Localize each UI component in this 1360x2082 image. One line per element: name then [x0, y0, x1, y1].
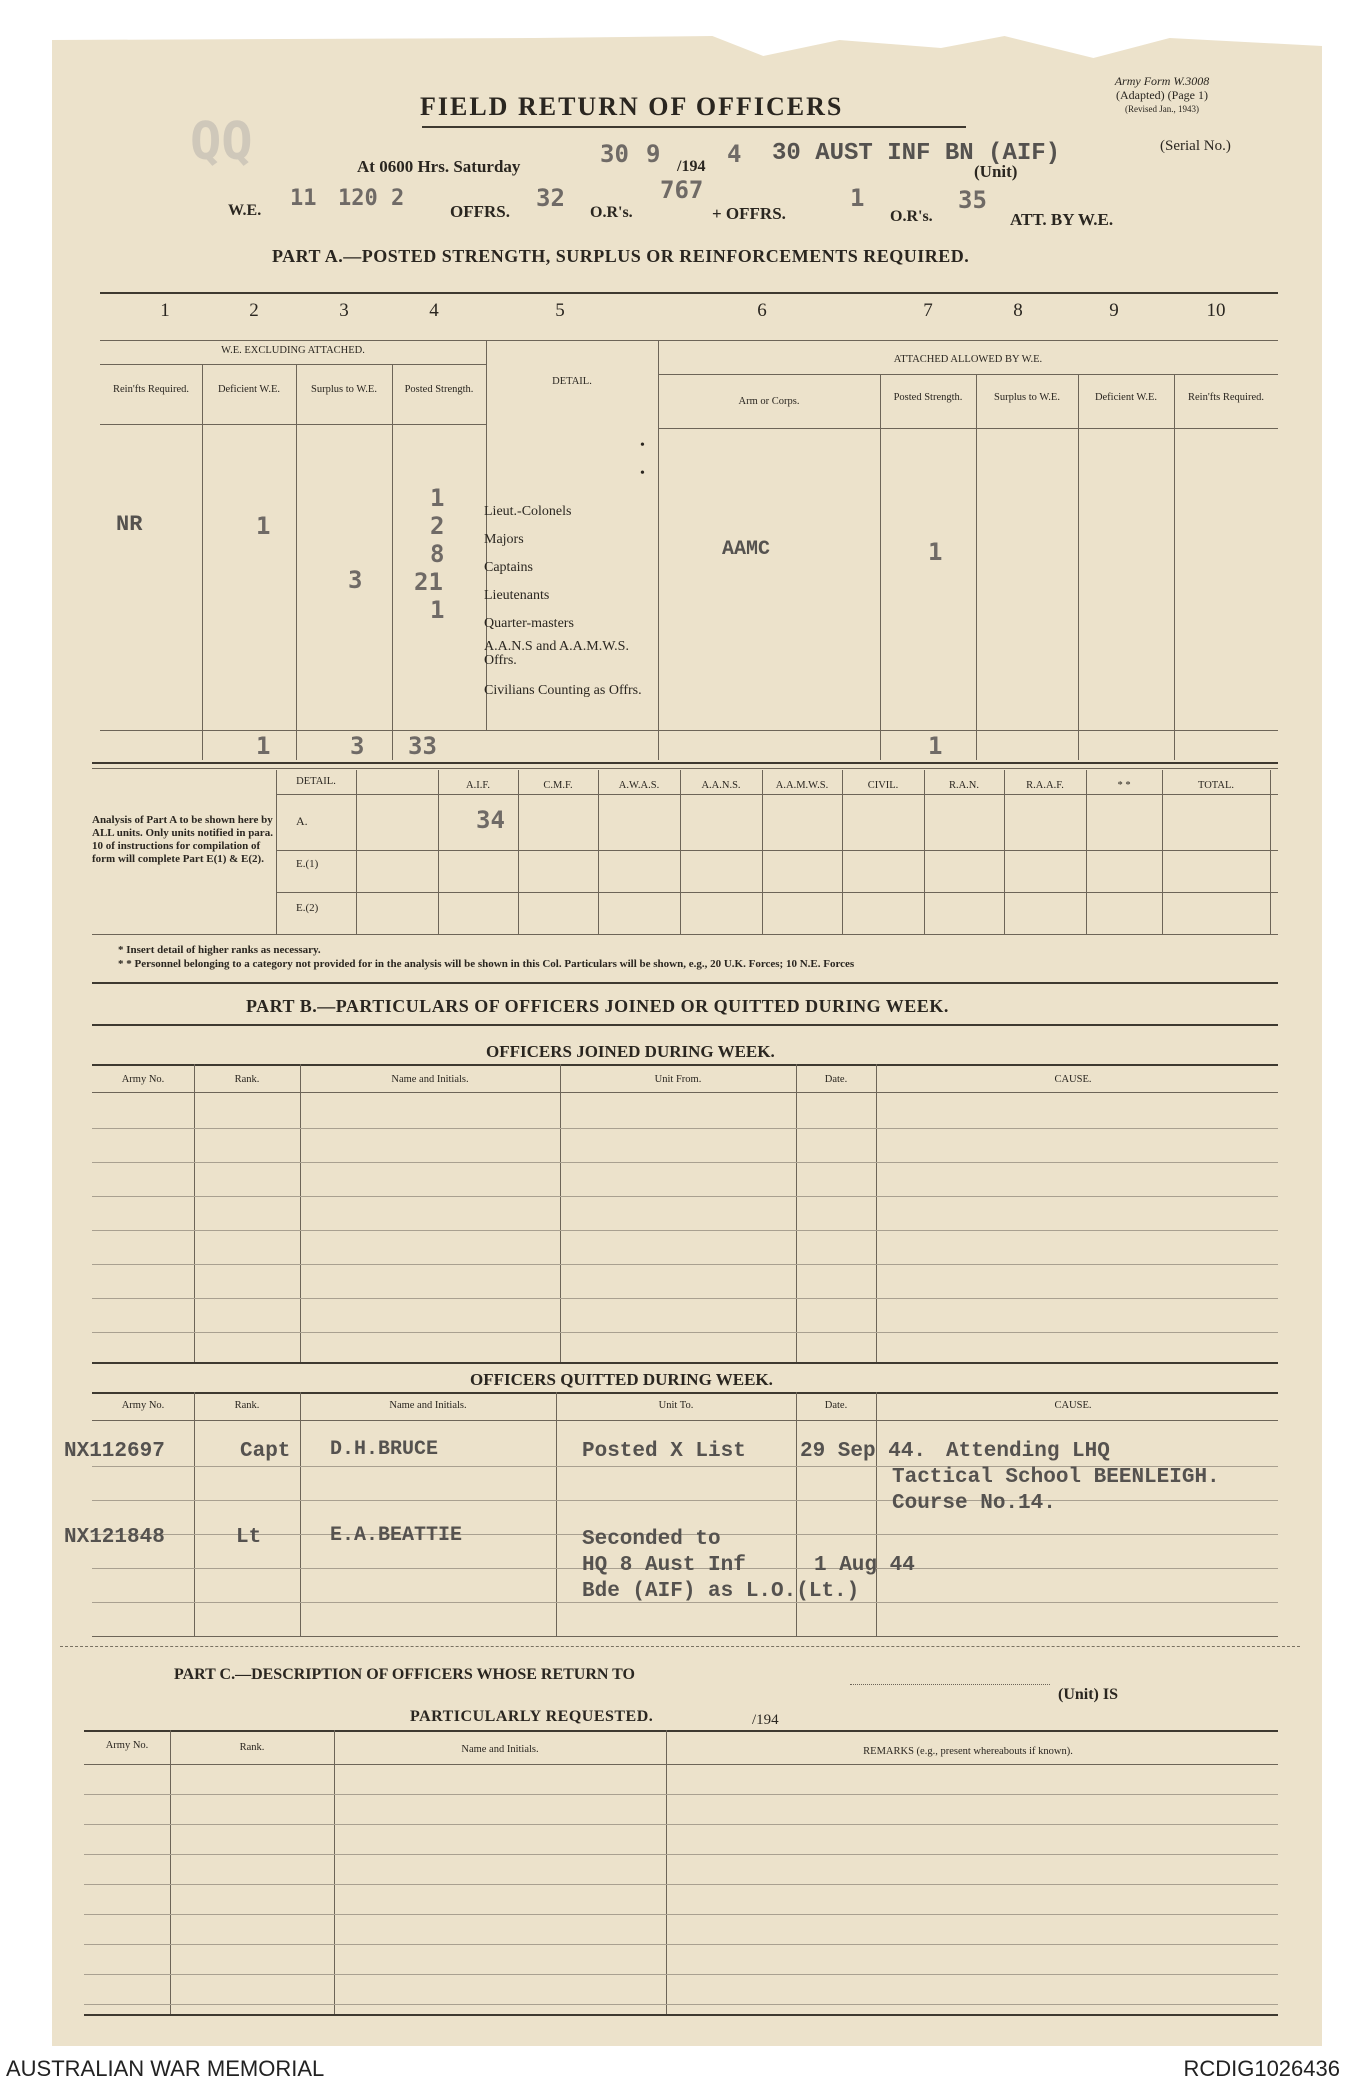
analysis-vline [680, 770, 681, 934]
q2-name: E.A.BEATTIE [330, 1524, 463, 1547]
analysis-vline [518, 770, 519, 934]
ors-label: O.R's. [590, 204, 633, 221]
analysis-col-header: A.A.M.W.S. [775, 780, 829, 791]
we-excl-rule [100, 364, 486, 365]
dot-marker: • [640, 466, 645, 481]
analysis-col-header: A.I.F. [466, 780, 490, 791]
form-ref-line3: (Revised Jan., 1943) [1125, 104, 1199, 114]
analysis-row-e1: E.(1) [296, 858, 319, 870]
column-number: 10 [1206, 300, 1226, 321]
q2-date: 1 Aug 44 [814, 1554, 915, 1577]
q2-unit-1: Seconded to [582, 1528, 721, 1551]
form-title: FIELD RETURN OF OFFICERS [420, 92, 844, 121]
aif-value: 34 [476, 806, 505, 834]
joined-row-rule [92, 1230, 1278, 1231]
partc-vline [170, 1730, 171, 2014]
vline [1174, 374, 1175, 760]
posted-captains: 8 [430, 540, 445, 568]
hdr-att-posted: Posted Strength. [893, 392, 963, 403]
form-reference [1072, 74, 1252, 116]
quitted-header: Date. [824, 1400, 848, 1411]
attached-rule [658, 374, 1278, 375]
partc-row-rule [84, 1884, 1278, 1885]
total-posted: 33 [408, 732, 437, 760]
analysis-col-header: A.W.A.S. [618, 780, 660, 791]
analysis-vline [924, 770, 925, 934]
q1-cause-2: Tactical School BEENLEIGH. [892, 1466, 1220, 1489]
analysis-row-e2: E.(2) [296, 902, 319, 914]
column-number: 6 [757, 300, 767, 321]
joined-vline [194, 1064, 195, 1362]
q2-army-no: NX121848 [64, 1526, 165, 1549]
dot-marker: • [640, 438, 645, 453]
vline [202, 364, 203, 760]
vline [880, 374, 881, 760]
analysis-col-header: R.A.A.F. [1026, 780, 1064, 791]
at-label: At 0600 Hrs. Saturday [357, 157, 521, 176]
column-number: 9 [1109, 300, 1119, 321]
year-digit: 4 [727, 140, 742, 168]
unit-value: 30 AUST INF BN (AIF) [772, 140, 1061, 167]
analysis-bottom-rule [92, 982, 1278, 984]
joined-header-rule [92, 1092, 1278, 1093]
unit-label: (Unit) [974, 162, 1018, 181]
partc-header: REMARKS (e.g., present whereabouts if known). [863, 1746, 1073, 1757]
part-c-unit-fill [850, 1684, 1050, 1685]
rank-lt-col: Lieut.-Colonels [484, 504, 572, 519]
joined-vline [300, 1064, 301, 1362]
analysis-vline [1004, 770, 1005, 934]
part-a-rule2 [100, 340, 1278, 341]
column-number: 7 [923, 300, 933, 321]
quitted-header-rule [92, 1420, 1278, 1421]
quitted-header: Unit To. [658, 1400, 694, 1411]
q2-unit-3: Bde (AIF) as L.O.(Lt.) [582, 1580, 860, 1603]
surplus-value: 3 [348, 566, 363, 594]
rank-lieutenants: Lieutenants [484, 588, 550, 603]
analysis-col-header: R.A.N. [948, 780, 980, 791]
part-a-bottom-rule [92, 762, 1278, 764]
q1-name: D.H.BRUCE [330, 1438, 439, 1461]
analysis-col-header: A.A.N.S. [701, 780, 741, 791]
joined-vline [796, 1064, 797, 1362]
footnote-2: * * Personnel belonging to a category not provided for in the analysis will be shown in this Col. Particulars will be shown, e.g., 20 U.K. Forces; 10 N.E. Forces [118, 958, 855, 970]
we-value1: 11 [290, 186, 317, 211]
partc-vline [334, 1730, 335, 2014]
we-excluding-label: W.E. EXCLUDING ATTACHED. [221, 345, 365, 356]
rank-aans: A.A.N.S and A.A.M.W.S. Offrs. [484, 639, 629, 668]
joined-row-rule [92, 1128, 1278, 1129]
hdr-surplus: Surplus to W.E. [311, 384, 377, 395]
part-c-heading-2: PARTICULARLY REQUESTED. [410, 1708, 654, 1725]
vline [658, 340, 659, 760]
partc-header: Name and Initials. [461, 1744, 539, 1755]
footnote-1: * Insert detail of higher ranks as necessary. [118, 944, 321, 956]
partc-row-rule [84, 2004, 1278, 2005]
posted-qm: 1 [430, 596, 445, 624]
offrs-label: OFFRS. [450, 202, 510, 221]
joined-row-rule [92, 1162, 1278, 1163]
analysis-vline [762, 770, 763, 934]
joined-header: Name and Initials. [391, 1074, 469, 1085]
partc-row-rule [84, 1824, 1278, 1825]
partc-row-rule [84, 1944, 1278, 1945]
joined-header: Unit From. [654, 1074, 702, 1085]
part-b-heading: PART B.—PARTICULARS OF OFFICERS JOINED OR QUITTED DURING WEEK. [246, 996, 949, 1016]
joined-row-rule [92, 1196, 1278, 1197]
posted-lieutenants: 21 [414, 568, 443, 596]
vline [296, 364, 297, 760]
joined-row-rule [92, 1264, 1278, 1265]
analysis-row-rule [276, 850, 1278, 851]
analysis-detail-label: DETAIL. [296, 776, 336, 787]
column-number: 5 [555, 300, 565, 321]
joined-row-rule [92, 1332, 1278, 1333]
totals-rule [100, 730, 1278, 731]
deficient-value: 1 [256, 512, 271, 540]
part-c-heading-1: PART C.—DESCRIPTION OF OFFICERS WHOSE RETURN TO [174, 1666, 635, 1683]
analysis-header-rule [276, 794, 1278, 795]
ors-value2: 35 [958, 186, 987, 214]
analysis-vline [1086, 770, 1087, 934]
analysis-vline [276, 770, 277, 934]
quitted-heading: OFFICERS QUITTED DURING WEEK. [470, 1370, 773, 1389]
posted-values [430, 484, 444, 568]
analysis-vline [356, 770, 357, 934]
quitted-vline [300, 1392, 301, 1636]
analysis-vline [1162, 770, 1163, 934]
quitted-header: Army No. [121, 1400, 165, 1411]
column-number: 2 [249, 300, 259, 321]
part-a-heading: PART A.—POSTED STRENGTH, SURPLUS OR REINFORCEMENTS REQUIRED. [272, 246, 970, 266]
rank-majors: Majors [484, 532, 524, 547]
analysis-col-header: C.M.F. [543, 780, 573, 791]
form-ref-line2: (Adapted) (Page 1) [1116, 88, 1208, 102]
partc-row-rule [84, 1974, 1278, 1975]
vline [392, 364, 393, 760]
analysis-vline [842, 770, 843, 934]
hdr-reinfts-required: Rein'fts Required. [113, 384, 189, 395]
q1-cause-3: Course No.14. [892, 1492, 1056, 1515]
column-number: 3 [339, 300, 349, 321]
date-month: 9 [646, 140, 661, 168]
date-day: 30 [600, 140, 629, 168]
hdr-deficient: Deficient W.E. [217, 384, 281, 395]
footer-left: AUSTRALIAN WAR MEMORIAL [6, 2056, 325, 2081]
hdr-att-surplus: Surplus to W.E. [994, 392, 1060, 403]
analysis-bottom-line [92, 934, 1278, 935]
analysis-col-header: TOTAL. [1197, 780, 1234, 791]
rank-list [484, 498, 574, 638]
total-deficient: 1 [256, 732, 271, 760]
title-underline [422, 126, 966, 128]
year-prefix: /194 [677, 158, 706, 175]
analysis-note: Analysis of Part A to be shown here by ALL units. Only units notified in para. 10 of instructions for compilation of form will complete Part E(1) & E(2). [92, 814, 273, 865]
joined-bottom-rule [92, 1362, 1278, 1364]
partc-header: Rank. [239, 1742, 265, 1753]
vline [976, 374, 977, 760]
quitted-vline [194, 1392, 195, 1636]
analysis-vline [438, 770, 439, 934]
rank-qm: Quarter-masters [484, 616, 574, 631]
total-att-posted: 1 [928, 732, 943, 760]
analysis-vline [1270, 770, 1271, 934]
part-a-top-rule [100, 292, 1278, 294]
ors-value: 767 [660, 176, 704, 204]
q1-army-no: NX112697 [64, 1440, 165, 1463]
joined-header: Rank. [234, 1074, 260, 1085]
att-posted-value: 1 [928, 538, 943, 566]
rank-captains: Captains [484, 560, 533, 575]
q1-unit-to: Posted X List [582, 1440, 746, 1463]
cut-line [60, 1646, 1300, 1647]
partc-row-rule [84, 1854, 1278, 1855]
joined-row-rule [92, 1298, 1278, 1299]
partc-row-rule [84, 1914, 1278, 1915]
analysis-top-rule [92, 768, 1278, 769]
hdr-posted-strength: Posted Strength. [404, 384, 474, 395]
part-b-rule [92, 1024, 1278, 1026]
quitted-vline [556, 1392, 557, 1636]
plus-offrs-value: 1 [850, 184, 865, 212]
serial-label: (Serial No.) [1160, 138, 1231, 154]
partc-row-rule [84, 1794, 1278, 1795]
we-value2: 120 2 [338, 186, 405, 211]
analysis-row-rule [276, 892, 1278, 893]
joined-top-rule [92, 1064, 1278, 1066]
hdr-att-deficient: Deficient W.E. [1094, 392, 1158, 403]
vline [1078, 374, 1079, 760]
q2-unit-2: HQ 8 Aust Inf [582, 1554, 746, 1577]
footer-right: RCDIG1026436 [1183, 2056, 1340, 2081]
analysis-col-header: CIVIL. [867, 780, 899, 791]
analysis-row-a: A. [296, 814, 308, 828]
quitted-top-rule [92, 1392, 1278, 1394]
joined-heading: OFFICERS JOINED DURING WEEK. [486, 1042, 775, 1061]
att-label: ATT. BY W.E. [1010, 210, 1114, 229]
form-ref-line1: Army Form W.3008 [1114, 74, 1210, 88]
reinfts-value: NR [116, 512, 143, 537]
q1-cause-1: Attending LHQ [946, 1440, 1110, 1463]
handwritten-mark: QQ [190, 112, 253, 172]
analysis-col-header: * * [1117, 780, 1131, 791]
quitted-header: Name and Initials. [389, 1400, 467, 1411]
quitted-row-rule [92, 1500, 1278, 1501]
attached-allowed-label: ATTACHED ALLOWED BY W.E. [893, 354, 1043, 365]
plus-offrs-label: + OFFRS. [712, 204, 786, 223]
offrs-value: 32 [536, 184, 565, 212]
total-surplus: 3 [350, 732, 365, 760]
joined-header: Army No. [121, 1074, 165, 1085]
part-c-date-fill: /194 [752, 1712, 779, 1728]
partc-header-rule [84, 1764, 1278, 1765]
quitted-header: Rank. [234, 1400, 260, 1411]
part-c-top-rule [84, 1730, 1278, 1732]
column-number: 8 [1013, 300, 1023, 321]
arm-value: AAMC [722, 538, 771, 561]
q1-rank: Capt [240, 1440, 291, 1463]
we-label: W.E. [228, 202, 262, 219]
column-number: 4 [429, 300, 439, 321]
hdr-att-reinfts: Rein'fts Required. [1188, 392, 1264, 403]
posted-lt-col: 1 [430, 484, 445, 512]
q2-rank: Lt [236, 1526, 262, 1549]
part-c-unit-is: (Unit) IS [1058, 1686, 1119, 1703]
partc-bottom-rule [84, 2014, 1278, 2016]
quitted-vline [876, 1392, 877, 1636]
hdr-rule-left [100, 424, 486, 425]
partc-header: Army No. [105, 1740, 149, 1751]
rank-civilians: Civilians Counting as Offrs. [484, 683, 642, 698]
joined-header: Date. [824, 1074, 848, 1085]
column-number: 1 [160, 300, 170, 321]
q1-date: 29 Sep 44. [800, 1440, 927, 1463]
partc-vline [666, 1730, 667, 2014]
posted-majors: 2 [430, 512, 445, 540]
quitted-header: CAUSE. [1054, 1400, 1092, 1411]
detail-header: DETAIL. [552, 376, 592, 387]
joined-vline [876, 1064, 877, 1362]
hdr-arm-corps: Arm or Corps. [738, 396, 800, 407]
analysis-vline [598, 770, 599, 934]
joined-header: CAUSE. [1054, 1074, 1092, 1085]
ors-label2: O.R's. [890, 208, 933, 225]
hdr-rule-right [658, 428, 1278, 429]
quitted-bottom-rule [92, 1636, 1278, 1637]
joined-vline [560, 1064, 561, 1362]
